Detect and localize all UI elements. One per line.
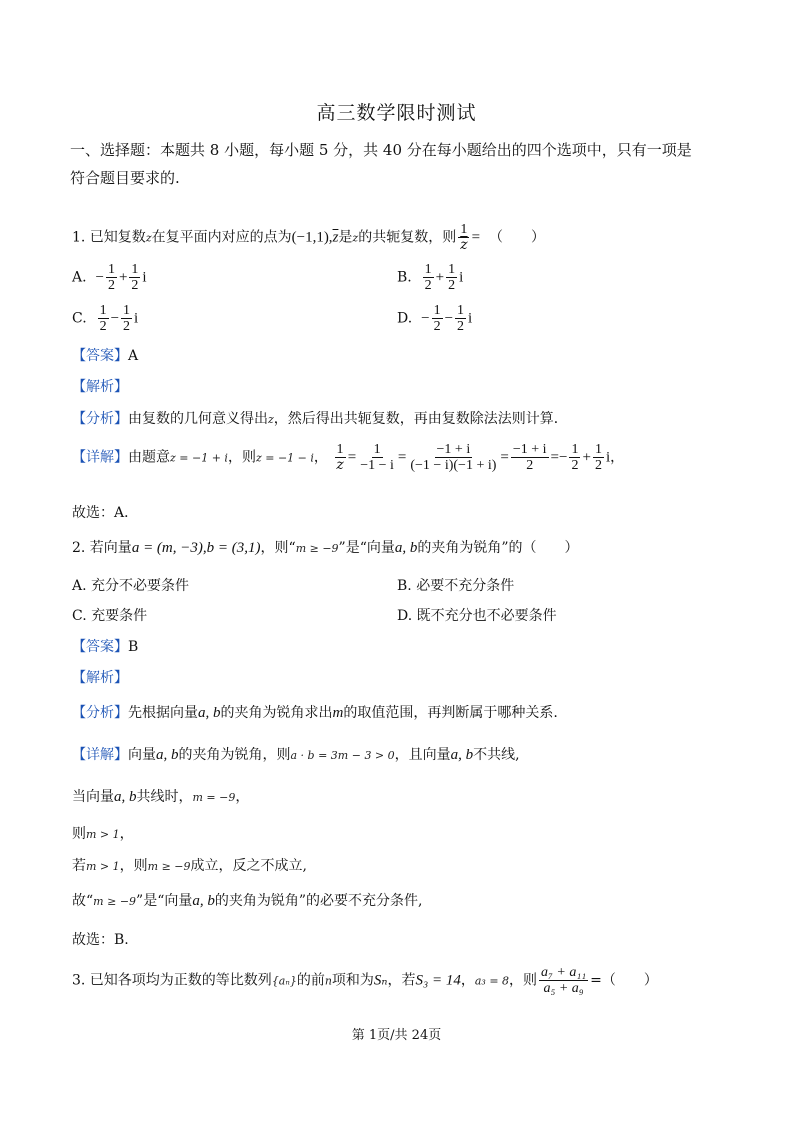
page-footer: 第 1页/共 24页 xyxy=(351,1028,442,1043)
q3-fraction: $\frac{\text{a₇ + a₁₁}}{\text{a₅ + a₉}}$ xyxy=(541,965,587,996)
q1-option-d: D. − $\frac{1}{2}$ − $\frac{1}{2}$ i xyxy=(397,303,473,334)
q1-jiexi: 【解析】 xyxy=(72,379,128,395)
page-title: 高三数学限时测试 xyxy=(316,102,477,124)
q2-line-4: 若m > 1，则m ≥ −9成立，反之不成立, xyxy=(72,858,307,874)
q1-fraction: $\frac{1}{z}$ xyxy=(460,222,468,253)
q1-choose: 故选：A． xyxy=(72,505,139,521)
q2-line-5: 故“m ≥ −9”是“向量a, b的夹角为锐角”的必要不充分条件, xyxy=(72,893,423,909)
q2-line-2: 当向量a, b共线时，m = −9， xyxy=(72,789,250,805)
q2-xiangjie: 【详解】向量a, b的夹角为锐角，则a · b = 3m − 3 > 0，且向量a, b不共线, xyxy=(72,747,520,763)
q2-stem: 2. 若向量a = (m, −3),b = (3,1)，则“m ≥ −9”是“向量a, b的夹角为锐角”的（ ） xyxy=(72,540,579,556)
q2-option-c: C. 充要条件 xyxy=(72,608,148,624)
q1-answer: 【答案】A xyxy=(72,348,139,364)
q2-option-b: B. 必要不充分条件 xyxy=(397,578,515,594)
q1-option-a: A. − $\frac{1}{2}$ + $\frac{1}{2}$ i xyxy=(72,262,147,293)
q2-line-3: 则m > 1， xyxy=(72,826,134,842)
q2-answer: 【答案】B xyxy=(72,639,139,655)
q2-option-d: D. 既不充分也不必要条件 xyxy=(397,608,557,624)
q3-stem: 3. 已知各项均为正数的等比数列{aₙ}的前n项和为Sₙ，若S₃ = 14，a₃ = 8，则 $\frac{\text{a₇ + a₁₁}}{\text{a₅ + a₉}}$ =（ ） xyxy=(72,965,658,996)
q1-option-b: B. $\frac{1}{2}$ + $\frac{1}{2}$ i xyxy=(397,262,464,293)
section-line-2: 符合题目要求的. xyxy=(70,169,180,187)
q2-choose: 故选：B. xyxy=(72,932,129,948)
q2-option-a: A. 充分不必要条件 xyxy=(72,578,190,594)
q1-stem: 1. 已知复数z在复平面内对应的点为$(-1,1),\overline{z}$是z的共轭复数，则 $\frac{1}{z}$ = （ ） xyxy=(72,222,545,253)
section-heading xyxy=(70,136,692,192)
q2-jiexi: 【解析】 xyxy=(72,670,128,686)
q1-option-c: C. $\frac{1}{2}$ − $\frac{1}{2}$ i xyxy=(72,303,139,334)
q1-fenxi: 【分析】由复数的几何意义得出z，然后得出共轭复数，再由复数除法法则计算． xyxy=(72,411,568,427)
section-line-1: 一、选择题：本题共 8 小题，每小题 5 分，共 40 分在每小题给出的四个选项中，只有一项是 xyxy=(70,141,692,159)
q2-fenxi: 【分析】先根据向量a, b的夹角为锐角求出m的取值范围，再判断属于哪种关系. xyxy=(72,705,558,721)
q1-xiangjie: 【详解】由题意z = −1 + i，则z = −1 − i， $\frac{1}{z}$ = $\frac{1}{-1 - i}$ = $\frac{-1 + i}{(-1 - i)(-1 + i)}$ = $\frac{-1 + i}{2}$ =− $\frac{1}{2}$ + $\frac{1}{2}$ i， xyxy=(72,442,625,473)
